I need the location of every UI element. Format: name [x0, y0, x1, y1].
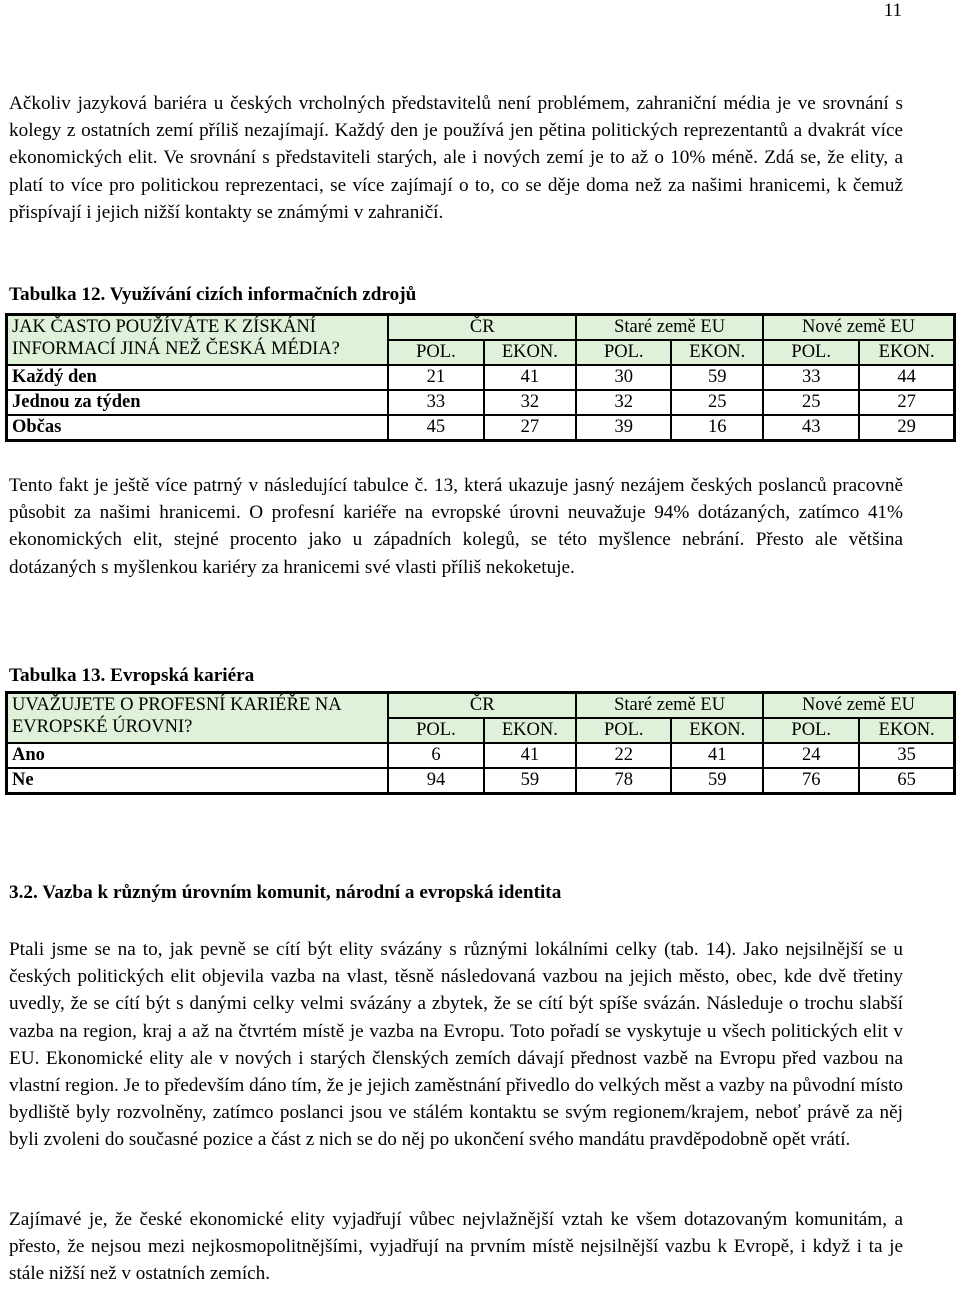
- subheader: EKON.: [484, 718, 577, 743]
- table-cell: 44: [859, 365, 954, 390]
- paragraph-identity: Ptali jsme se na to, jak pevně se cítí být elity svázány s různými lokálními celky (tab. 14). Jako nejsilnější se u českých politických elit objevila vazba na vlast, těsně následovaná vazbou na jejich město, obec, kde dvě třetiny uvedly, že se cítí být s danými celky velmi svázány a zbytek, že se cítí být spíše svázán. Následuje o trochu slabší vazba na region, kraj a až na čtvrtém místě je vazba na Evropu. Toto pořadí se vyskytuje u všech politických elit v EU. Ekonomické elity ale v nových i starých členských zemích dávají přednost vazbě na Evropu před vazbou na vlastní region. Je to především dáno tím, že je jejich zaměstnání přivedlo do velkých měst a vazby na původní místo bydliště byly rozvolněny, zatímco poslanci jsou ve stálém kontaktu se svým regionem/krajem, neboť právě za něj byli zvoleni do současné pozice a část z nich se do něj po ukončení svého mandátu pravděpodobně opět vrátí.: [9, 939, 903, 1151]
- table-cell: 24: [763, 743, 859, 768]
- table-cell: 43: [763, 415, 859, 440]
- group-header-old-eu: Staré země EU: [576, 693, 763, 718]
- table-row: [7, 390, 954, 415]
- group-header-new-eu: Nové země EU: [763, 315, 954, 340]
- table-cell: 33: [763, 365, 859, 390]
- subheader: EKON.: [671, 718, 763, 743]
- group-header-new-eu: Nové země EU: [763, 693, 954, 718]
- table-cell: 22: [576, 743, 671, 768]
- paragraph-career: Tento fakt je ještě více patrný v následující tabulce č. 13, která ukazuje jasný nezájem českých poslanců pracovně působit za našimi hranicemi. O profesní kariéře na evropské úrovni neuvažuje 94% dotázaných, zatímco 41% ekonomických elit, stejné procento jako u západních kolegů, se této myšlence nebrání. Přesto ale většina dotázaných s myšlenkou kariéry za hranicemi své vlasti příliš nekoketuje.: [9, 475, 903, 578]
- subheader: POL.: [576, 718, 671, 743]
- group-header-old-eu: Staré země EU: [576, 315, 763, 340]
- section-heading: 3.2. Vazba k různým úrovním komunit, národní a evropská identita: [9, 882, 562, 903]
- table-cell: 39: [576, 415, 671, 440]
- subheader: POL.: [763, 718, 859, 743]
- subheader: EKON.: [859, 718, 954, 743]
- table-13: [5, 691, 956, 795]
- table-cell: 27: [859, 390, 954, 415]
- table-cell: 94: [388, 768, 483, 793]
- table-row: [7, 768, 954, 793]
- table-cell: 32: [576, 390, 671, 415]
- subheader: POL.: [763, 340, 859, 365]
- table-cell: 27: [484, 415, 577, 440]
- page-number: 11: [883, 0, 902, 21]
- group-header-cr: ČR: [388, 693, 576, 718]
- table-cell: 78: [576, 768, 671, 793]
- subheader: EKON.: [484, 340, 577, 365]
- table-12-caption: Tabulka 12. Využívání cizích informačních zdrojů: [9, 284, 417, 305]
- row-label: Ano: [7, 743, 388, 768]
- table-cell: 35: [859, 743, 954, 768]
- table-cell: 45: [388, 415, 483, 440]
- paragraph-economic-elites: Zajímavé je, že české ekonomické elity vyjadřují vůbec nejvlažnější vztah ke všem dotazovaným komunitám, a přesto, že nejsou mezi nejkosmopolitnějšími, vyjadřují na prvním místě nejsilnější vazbu k Evropě, i když i ta je stále nižší než v ostatních zemích.: [9, 1209, 903, 1285]
- table-13-caption: Tabulka 13. Evropská kariéra: [9, 665, 255, 686]
- table-row: [7, 415, 954, 440]
- table-13-question: UVAŽUJETE O PROFESNÍ KARIÉŘE NA EVROPSKÉ ÚROVNI?: [7, 693, 388, 743]
- table-cell: 29: [859, 415, 954, 440]
- table-12-header-row: [7, 315, 954, 340]
- table-12: [5, 313, 956, 442]
- table-cell: 16: [671, 415, 763, 440]
- subheader: POL.: [388, 340, 483, 365]
- table-13-header-row: [7, 693, 954, 718]
- table-cell: 25: [763, 390, 859, 415]
- row-label: Ne: [7, 768, 388, 793]
- row-label: Jednou za týden: [7, 390, 388, 415]
- table-cell: 30: [576, 365, 671, 390]
- table-cell: 65: [859, 768, 954, 793]
- table-cell: 41: [484, 743, 577, 768]
- subheader: POL.: [576, 340, 671, 365]
- table-cell: 21: [388, 365, 483, 390]
- table-cell: 41: [671, 743, 763, 768]
- subheader: POL.: [388, 718, 483, 743]
- table-cell: 76: [763, 768, 859, 793]
- row-label: Každý den: [7, 365, 388, 390]
- table-12-question: JAK ČASTO POUŽÍVÁTE K ZÍSKÁNÍ INFORMACÍ JINÁ NEŽ ČESKÁ MÉDIA?: [7, 315, 388, 365]
- table-row: [7, 365, 954, 390]
- table-cell: 6: [388, 743, 483, 768]
- table-cell: 59: [671, 365, 763, 390]
- table-cell: 41: [484, 365, 577, 390]
- table-cell: 32: [484, 390, 577, 415]
- table-row: [7, 743, 954, 768]
- subheader: EKON.: [671, 340, 763, 365]
- table-cell: 59: [671, 768, 763, 793]
- paragraph-intro: Ačkoliv jazyková bariéra u českých vrcholných představitelů není problémem, zahraniční média je ve srovnání s kolegy z ostatních zemí příliš nezajímají. Každý den je používá jen pětina politických reprezentantů a dvakrát více ekonomických elit. Ve srovnání s představiteli starých, ale i nových zemí je to až o 10% méně. Zdá se, že elity, a platí to více pro politickou reprezentaci, se více zajímají o to, co se děje doma než za našimi hranicemi, k čemuž přispívají i jejich nižší kontakty se známými v zahraničí.: [9, 93, 903, 223]
- table-cell: 33: [388, 390, 483, 415]
- group-header-cr: ČR: [388, 315, 576, 340]
- table-cell: 25: [671, 390, 763, 415]
- subheader: EKON.: [859, 340, 954, 365]
- table-cell: 59: [484, 768, 577, 793]
- row-label: Občas: [7, 415, 388, 440]
